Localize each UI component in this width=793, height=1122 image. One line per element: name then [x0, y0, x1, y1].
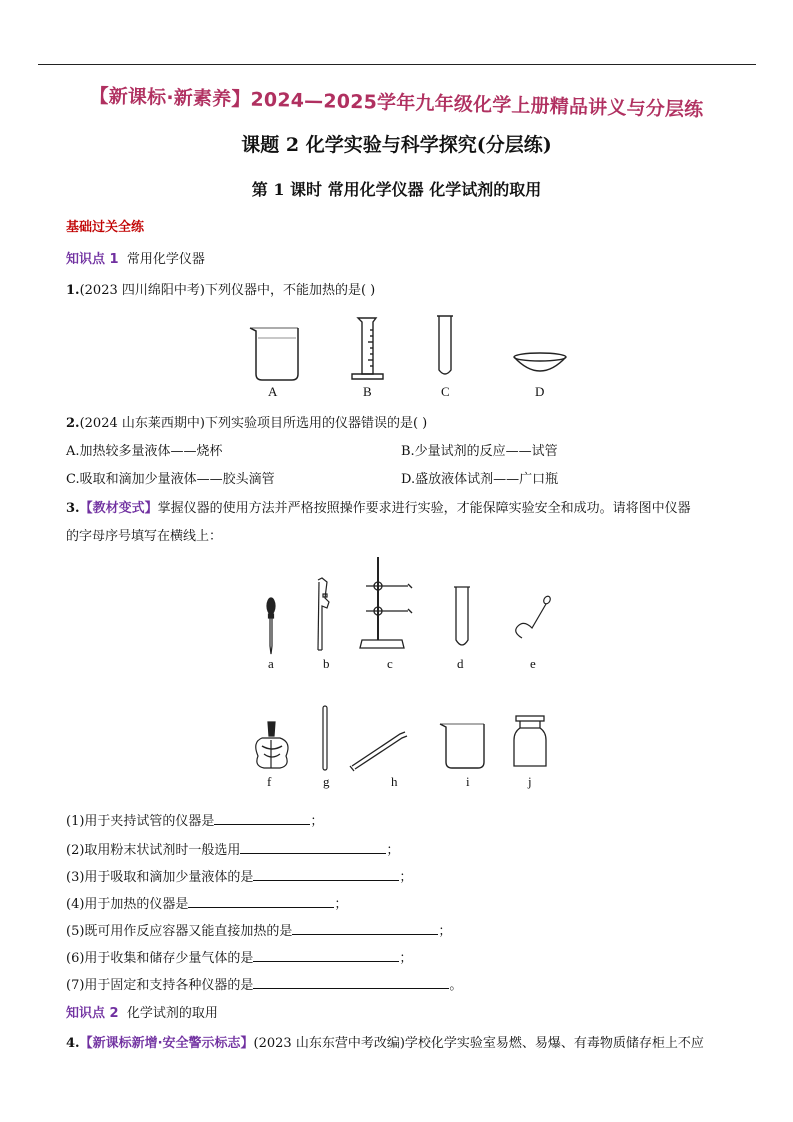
graduated-cylinder-figure-b	[352, 318, 383, 379]
q1-label-c: C	[441, 384, 450, 399]
q3-label-b: b	[323, 656, 330, 671]
q3-item-4-end: ；	[334, 897, 348, 912]
q3-tag: 【教材变式】	[79, 501, 158, 516]
q3-item-1-text: (1)用于夹持试管的仪器是	[66, 814, 215, 829]
q1-text: (2023 四川绵阳中考)下列仪器中，不能加热的是( )	[79, 283, 376, 298]
q3-answer-blank-6[interactable]	[253, 949, 399, 962]
test-tube-figure-d	[454, 587, 470, 645]
alcohol-lamp-figure-f	[256, 722, 288, 768]
q3-item-3-text: (3)用于吸取和滴加少量液体的是	[66, 870, 254, 885]
q3-label-i: i	[466, 774, 470, 789]
q3-item-4	[66, 893, 347, 912]
q3-label-f: f	[267, 774, 272, 789]
q3-answer-blank-3[interactable]	[253, 868, 399, 881]
q3-item-2-text: (2)取用粉末状试剂时一般选用	[66, 843, 241, 858]
q3-label-h: h	[391, 774, 398, 789]
kp1-label: 知识点 1	[66, 252, 119, 267]
crucible-tongs-figure-h	[350, 732, 407, 771]
q3-label-e: e	[530, 656, 536, 671]
q3-label-c: c	[387, 656, 393, 671]
kp1-text: 常用化学仪器	[126, 252, 205, 267]
page-title: 课题 2 化学实验与科学探究(分层练)	[241, 134, 552, 156]
q3-text-2: 的字母序号填写在横线上：	[66, 529, 223, 544]
section-basic: 基础过关全练	[66, 220, 145, 235]
medicine-spoon-figure-e	[516, 595, 552, 638]
evaporating-dish-figure-d	[514, 353, 566, 371]
q2-option-c: C.吸取和滴加少量液体——胶头滴管	[66, 472, 275, 487]
question-3	[66, 497, 691, 516]
q3-answer-blank-2[interactable]	[240, 841, 386, 854]
question-2	[66, 412, 427, 431]
q2-number: 2.	[66, 416, 80, 431]
q3-item-3	[66, 866, 412, 885]
dropper-figure-a	[267, 598, 275, 654]
question-4	[66, 1032, 704, 1051]
q3-item-7-text: (7)用于固定和支持各种仪器的是	[66, 978, 254, 993]
q2-text: (2024 山东莱西期中)下列实验项目所选用的仪器错误的是( )	[79, 416, 428, 431]
kp2-label: 知识点 2	[66, 1006, 119, 1021]
q1-number: 1.	[66, 283, 80, 298]
q3-number: 3.	[66, 501, 80, 516]
q3-item-6	[66, 947, 412, 966]
q3-item-4-text: (4)用于加热的仪器是	[66, 897, 189, 912]
q3-item-5-text: (5)既可用作反应容器又能直接加热的是	[66, 924, 293, 939]
q3-item-5-end: ；	[438, 924, 452, 939]
beaker-figure-a	[250, 328, 298, 380]
q3-answer-blank-7[interactable]	[253, 976, 449, 989]
q2-option-b: B.少量试剂的反应——试管	[401, 444, 558, 459]
q3-item-5	[66, 920, 451, 939]
q3-label-a: a	[268, 656, 274, 671]
q2-option-d: D.盛放液体试剂——广口瓶	[401, 472, 559, 487]
q3-item-3-end: ；	[399, 870, 413, 885]
q3-item-6-text: (6)用于收集和储存少量气体的是	[66, 951, 254, 966]
lesson-subtitle: 第 1 课时 常用化学仪器 化学试剂的取用	[251, 180, 542, 199]
q3-answer-blank-5[interactable]	[292, 922, 438, 935]
gas-jar-figure-j	[514, 716, 546, 766]
series-banner: 【新课标·新素养】2024—2025学年九年级化学上册精品讲义与分层练	[89, 85, 704, 121]
q4-number: 4.	[66, 1036, 80, 1051]
beaker-figure-i	[440, 724, 484, 768]
q3-label-g: g	[323, 774, 330, 789]
q3-item-2-end: ；	[386, 843, 400, 858]
q3-answer-blank-1[interactable]	[214, 812, 310, 825]
q3-text-1: 掌握仪器的使用方法并严格按照操作要求进行实验，才能保障实验安全和成功。请将图中仪器	[157, 501, 691, 516]
q1-label-b: B	[363, 384, 372, 399]
q3-label-d: d	[457, 656, 464, 671]
test-tube-holder-figure-b	[318, 578, 329, 650]
q3-item-7	[66, 974, 462, 993]
q1-label-a: A	[268, 384, 278, 399]
q3-item-6-end: ；	[399, 951, 413, 966]
q3-item-1-end: ；	[310, 814, 324, 829]
kp2-text: 化学试剂的取用	[126, 1006, 218, 1021]
knowledge-point-2	[66, 1002, 218, 1021]
glass-rod-figure-g	[323, 706, 327, 770]
test-tube-figure-c	[437, 316, 453, 374]
q3-label-j: j	[528, 774, 532, 789]
q2-option-a: A.加热较多量液体——烧杯	[66, 444, 223, 459]
q3-answer-blank-4[interactable]	[188, 895, 334, 908]
q4-tag: 【新课标新增·安全警示标志】	[79, 1036, 254, 1051]
q4-text: (2023 山东东营中考改编)学校化学实验室易燃、易爆、有毒物质储存柜上不应	[253, 1036, 704, 1051]
q3-item-2	[66, 839, 399, 858]
iron-stand-figure-c	[360, 557, 412, 648]
q1-label-d: D	[535, 384, 545, 399]
q3-item-7-end: 。	[449, 978, 463, 993]
q3-item-1	[66, 810, 323, 829]
